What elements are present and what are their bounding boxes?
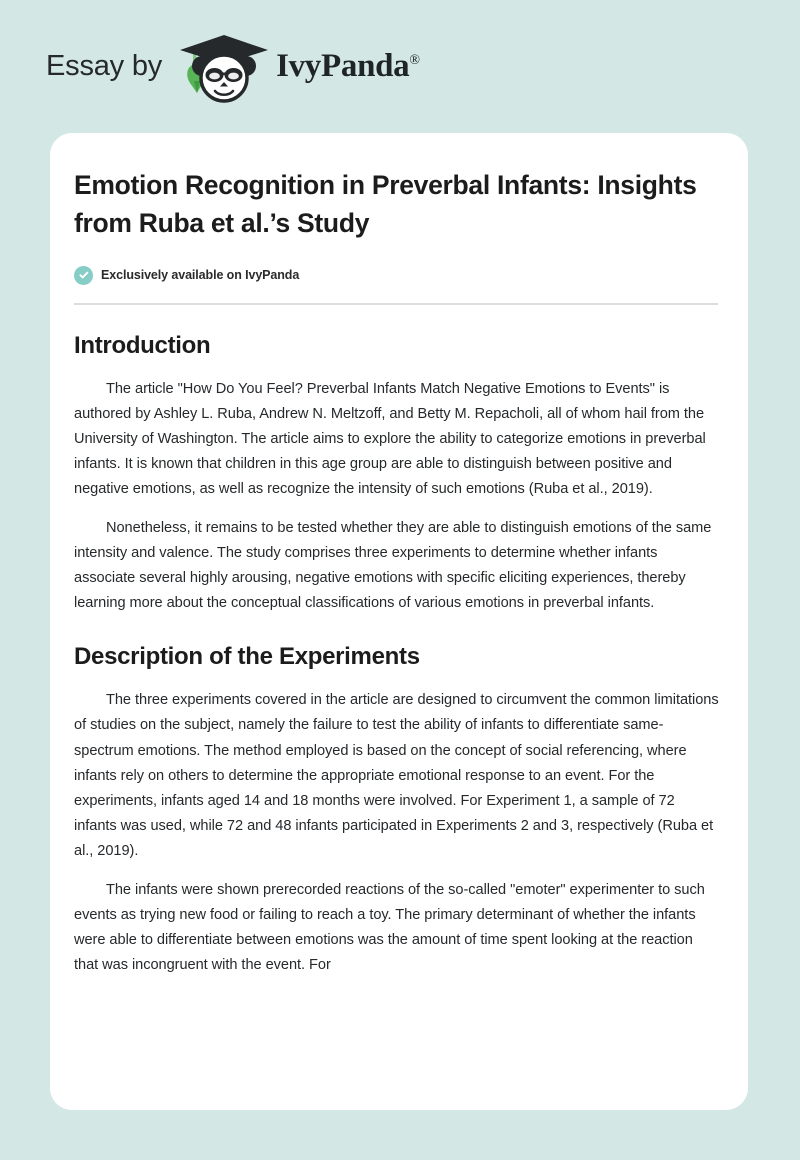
brand-header — [0, 0, 800, 133]
registered-trademark-mark: ® — [409, 53, 420, 68]
paragraph: The infants were shown prerecorded reactions of the so-called "emoter" experimenter to such events as trying new food or failing to reach a toy. The primary determinant of whether the infants were able to differentiate between emotions was the amount of time spent looking at the reaction that was incongruent with the event. For — [74, 881, 705, 974]
brand-name-text: IvyPanda — [276, 48, 410, 84]
header-divider — [74, 303, 718, 305]
essay-paper-card — [50, 133, 748, 1110]
paragraph: The article "How Do You Feel? Preverbal Infants Match Negative Emotions to Events" is authored by Ashley L. Ruba, Andrew N. Meltzoff, and Betty M. Repacholi, all of whom hail from the University of Washington. The article aims to explore the ability to categorize emotions in preverbal infants. It is known that children in this age group are able to distinguish between positive and negative emotions, as well as recognize the intensity of such emotions (Ruba et al., 2019). — [74, 380, 706, 498]
check-circle-icon — [74, 266, 93, 285]
panda-graduate-logo-icon — [172, 31, 272, 103]
section-heading-introduction: Introduction — [74, 331, 211, 359]
ivypanda-wordmark — [276, 50, 420, 83]
availability-label: Exclusively available on IvyPanda — [101, 268, 300, 283]
section-heading-description-of-the-experiments: Description of the Experiments — [74, 643, 420, 671]
ivypanda-brand-lockup[interactable] — [46, 31, 420, 103]
availability-badge-row — [74, 266, 719, 285]
page-title: Emotion Recognition in Preverbal Infants: Insights from Ruba et al.’s Study — [74, 170, 697, 239]
paragraph: The three experiments covered in the article are designed to circumvent the common limitations of studies on the subject, namely the failure to test the ability of infants to differentiate same-spectrum emotions. The method employed is based on the concept of social referencing, where infants rely on others to determine the appropriate emotional response to an event. For the experiments, infants aged 14 and 18 months were involved. For Experiment 1, a sample of 72 infants was used, while 72 and 48 infants participated in Experiments 2 and 3, respectively (Ruba et al., 2019). — [74, 692, 719, 860]
paragraph: Nonetheless, it remains to be tested whether they are able to distinguish emotions of the same intensity and valence. The study comprises three experiments to determine whether infants associate several highly arousing, negative emotions with specific eliciting experiences, thereby learning more about the conceptual classifications of various emotions in preverbal infants. — [74, 519, 712, 612]
essay-content — [50, 133, 748, 979]
essay-by-label: Essay by — [46, 50, 163, 82]
